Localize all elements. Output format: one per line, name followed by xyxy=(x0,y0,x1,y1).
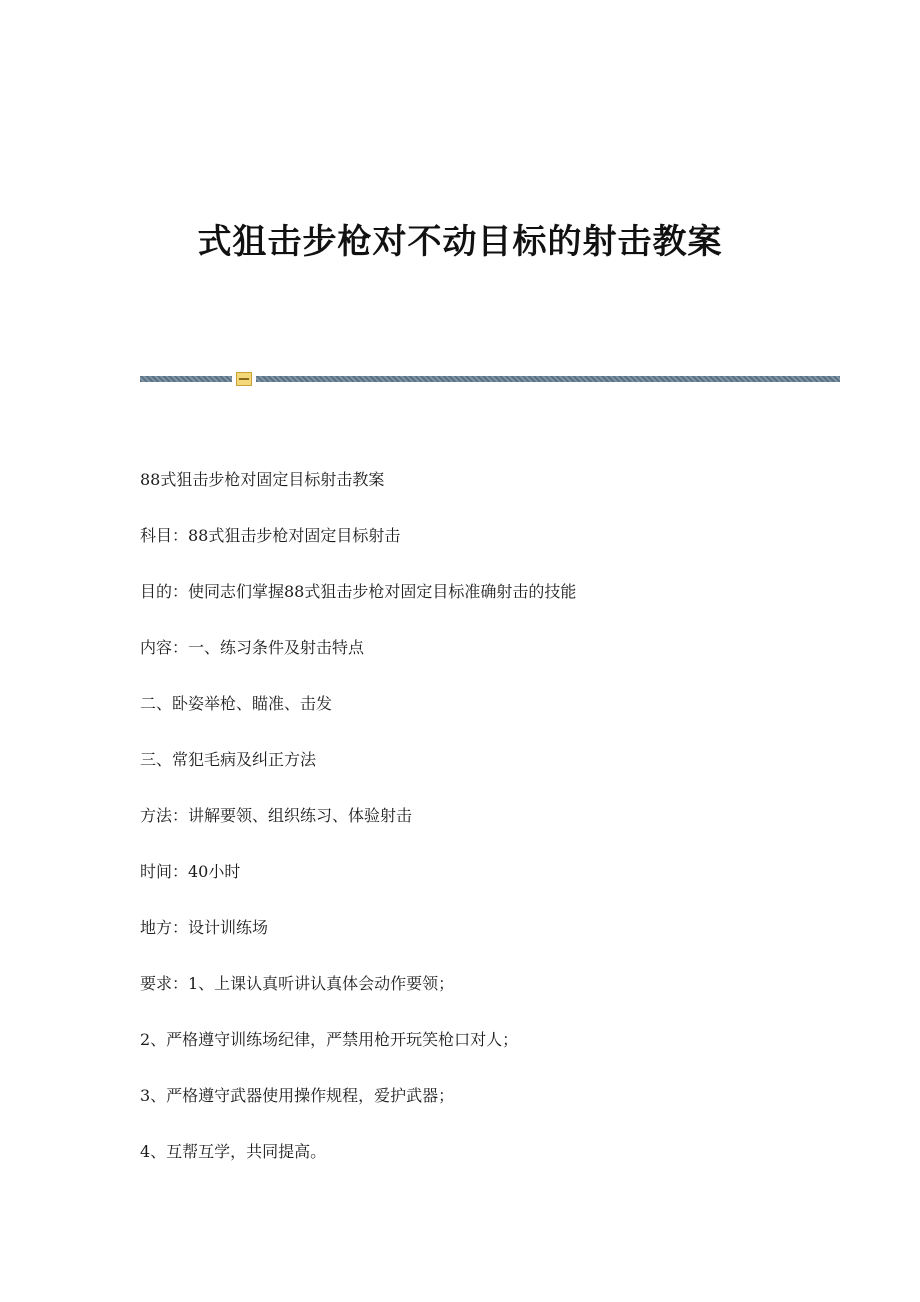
body-line: 二、卧姿举枪、瞄准、击发 xyxy=(140,694,333,713)
body-line: 目的：使同志们掌握88式狙击步枪对固定目标准确射击的技能 xyxy=(140,582,577,601)
body-line: 地方：设计训练场 xyxy=(140,918,269,937)
body-line: 4、互帮互学，共同提高。 xyxy=(140,1142,327,1161)
body-line: 时间：40小时 xyxy=(140,862,241,881)
title-divider xyxy=(140,372,840,386)
body-line: 内容：一、练习条件及射击特点 xyxy=(140,638,365,657)
divider-ornament-icon xyxy=(236,372,252,386)
body-line: 要求：1、上课认真听讲认真体会动作要领； xyxy=(140,974,455,993)
body-line: 三、常犯毛病及纠正方法 xyxy=(140,750,317,769)
document-title: 式狙击步枪对不动目标的射击教案 xyxy=(197,222,723,262)
body-line: 3、严格遵守武器使用操作规程，爱护武器； xyxy=(140,1086,455,1105)
body-line: 2、严格遵守训练场纪律，严禁用枪开玩笑枪口对人； xyxy=(140,1030,519,1049)
divider-bar-left xyxy=(140,376,232,382)
body-line: 88式狙击步枪对固定目标射击教案 xyxy=(140,470,385,489)
body-line: 方法：讲解要领、组织练习、体验射击 xyxy=(140,806,413,825)
divider-bar-right xyxy=(256,376,840,382)
document-body xyxy=(140,470,840,1198)
body-line: 科目：88式狙击步枪对固定目标射击 xyxy=(140,526,401,545)
